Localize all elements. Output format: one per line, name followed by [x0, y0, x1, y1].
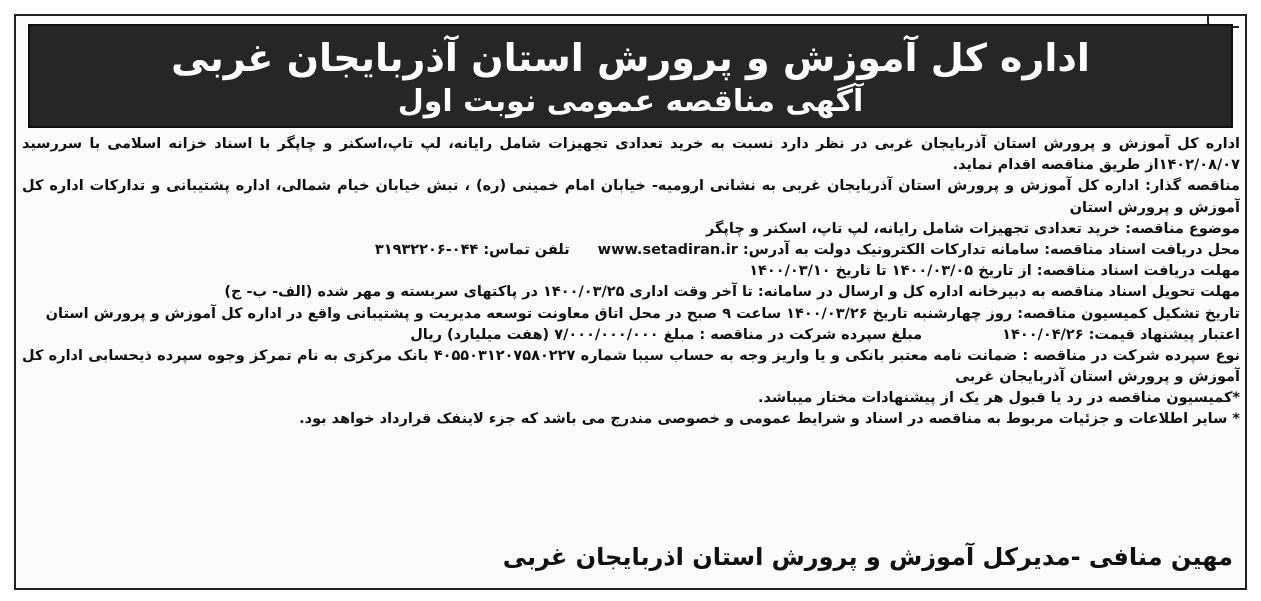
- note-2: * سایر اطلاعات و جزئیات مربوط به مناقصه در اسناد و شرایط عمومی و خصوصی مندرج می باشد که جزء لاینفک قرارداد خواهد بود.: [299, 411, 1240, 428]
- deposit-type-line-1: نوع سپرده شرکت در مناقصه : ضمانت نامه معتبر بانکی و یا واریز وجه به حساب سیبا شماره ۴۰۵۵۰۳۱۲۰۷۵۸۰۲۲۷ بانک مرکزی به نام تمرکز وجوه سپرده ذیحسابی اداره کل: [22, 347, 1240, 364]
- spacer: [570, 240, 598, 261]
- price-validity: اعتبار پیشنهاد قیمت: ۱۴۰۰/۰۴/۲۶: [1002, 326, 1240, 343]
- contact-phone: تلفن تماس: ۰۴۴-۳۱۹۳۲۲۰۶: [374, 241, 570, 258]
- notice-body: [22, 134, 1240, 431]
- deposit-amount: مبلغ سپرده شرکت در مناقصه : مبلغ ۷/۰۰۰/۰۰۰/۰۰۰ (هفت میلیارد) ریال: [410, 326, 923, 343]
- organizer-line-1: مناقصه گذار: اداره کل آموزش و پرورش استان آذربایجان غربی به نشانی ارومیه- خیابان امام خمینی (ره) ، نبش خیابان خیام شمالی، اداره پشتیبانی و تدارکات اداره کل: [22, 178, 1240, 195]
- subject-line: موضوع مناقصه: خرید تعدادی تجهیزات شامل رایانه، لپ تاپ، اسکنر و چاپگر: [705, 220, 1240, 237]
- spacer: [922, 325, 1002, 346]
- notice-header: [28, 24, 1233, 128]
- docs-deadline-line: مهلت دریافت اسناد مناقصه: از تاریخ ۱۴۰۰/۰۳/۰۵ تا تاریخ ۱۴۰۰/۰۳/۱۰: [749, 263, 1240, 280]
- header-subtitle: آگهی مناقصه عمومی نوبت اول: [397, 84, 864, 119]
- delivery-deadline-line: مهلت تحویل اسناد مناقصه به دبیرخانه اداره کل و ارسال در سامانه: تا آخر وقت اداری ۱۴۰۰/۰۳/۲۵ در پاکتهای سربسته و مهر شده (الف- ب- ج): [224, 284, 1240, 301]
- intro-line-2: ۱۴۰۲/۰۸/۰۷از طریق مناقصه اقدام نماید.: [952, 157, 1240, 174]
- signature: مهین منافی -مدیرکل آموزش و پرورش استان اذربایجان غربی: [502, 543, 1233, 571]
- header-title: اداره کل آموزش و پرورش استان آذربایجان غربی: [171, 36, 1090, 80]
- note-1: *کمیسیون مناقصه در رد یا قبول هر یک از پیشنهادات مختار میباشد.: [757, 390, 1240, 407]
- validity-deposit-row: [22, 325, 1240, 346]
- organizer-line-2: آموزش و پرورش استان: [1069, 199, 1240, 216]
- deposit-type-line-2: آموزش و پرورش استان آذربایجان غربی: [955, 369, 1240, 386]
- docs-place-row: [22, 240, 1240, 261]
- intro-line-1: اداره کل آموزش و پرورش استان آذربایجان غربی در نظر دارد نسبت به خرید تعدادی تجهیزات شامل رایانه، لپ تاپ،اسکنر و چاپگر با اسناد خزانه اسلامی با سررسید: [22, 136, 1240, 152]
- docs-place: محل دریافت اسناد مناقصه: سامانه تدارکات الکترونیک دولت به آدرس: www.setadiran.ir: [597, 241, 1240, 258]
- commission-date-line: تاریخ تشکیل کمیسیون مناقصه: روز چهارشنبه تاریخ ۱۴۰۰/۰۳/۲۶ ساعت ۹ صبح در محل اتاق معاونت توسعه مدیریت و پشتیبانی واقع در اداره کل آموزش و پرورش استان: [45, 305, 1240, 322]
